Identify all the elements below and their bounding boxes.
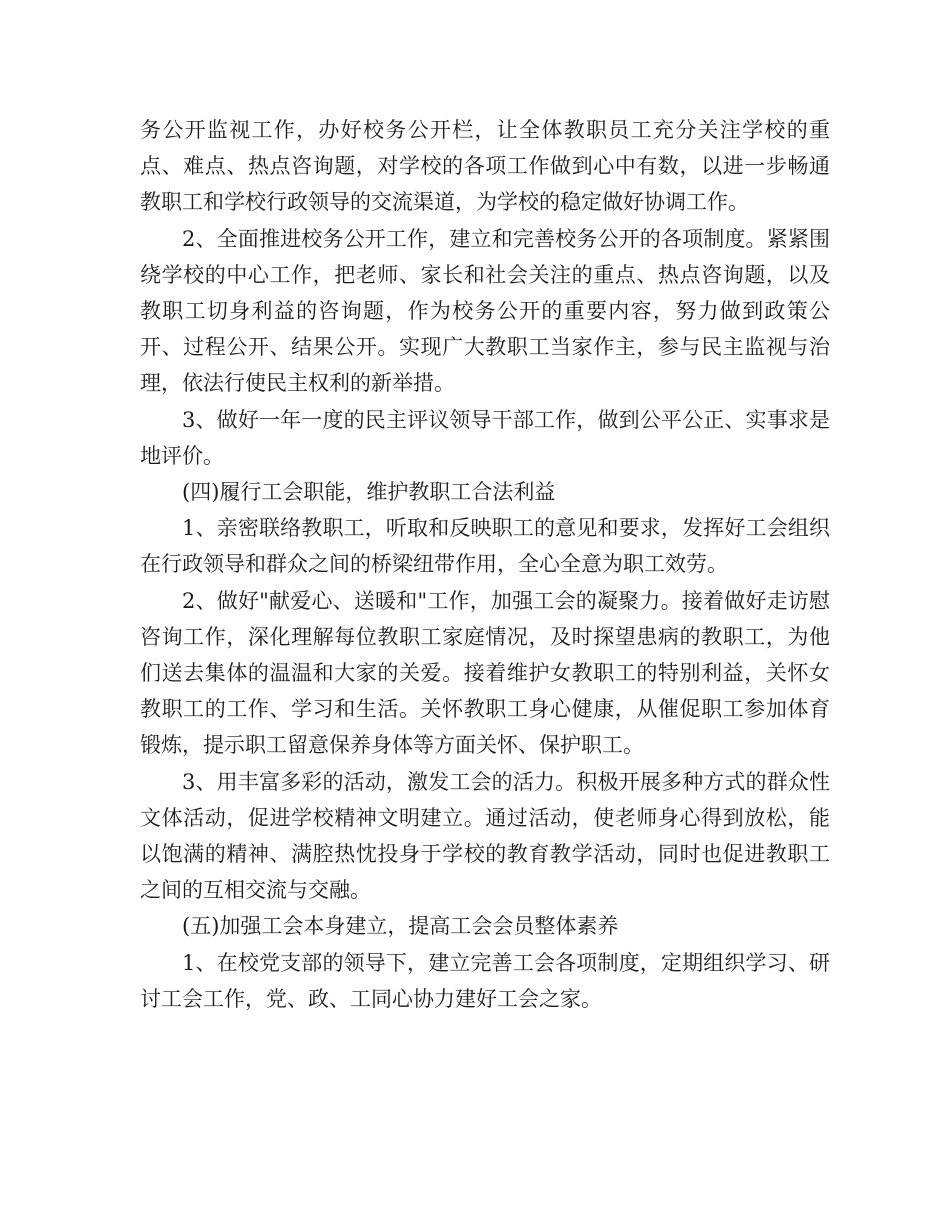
paragraph-3: 3、做好一年一度的民主评议领导干部工作，做到公平公正、实事求是地评价。: [140, 407, 830, 468]
paragraph-2: 2、全面推进校务公开工作，建立和完善校务公开的各项制度。紧紧围绕学校的中心工作，把老师、家长和社会关注的重点、热点咨询题，以及教职工切身利益的咨询题，作为校务公开的重要内容，努力做到政策公开、过程公开、结果公开。实现广大教职工当家作主，参与民主监视与治理，依法行使民主权利的新举措。: [140, 226, 830, 396]
paragraph-6: 2、做好"献爱心、送暖和"工作，加强工会的凝聚力。接着做好走访慰咨询工作，深化理解每位教职工家庭情况，及时探望患病的教职工，为他们送去集体的温温和大家的关爱。接着维护女教职工的特别利益，关怀女教职工的工作、学习和生活。关怀教职工身心健康，从催促职工参加体育锻炼，提示职工留意保养身体等方面关怀、保护职工。: [140, 588, 830, 758]
section-heading-4: (四)履行工会职能，维护教职工合法利益: [182, 480, 556, 505]
paragraph-9: 1、在校党支部的领导下，建立完善工会各项制度，定期组织学习、研讨工会工作，党、政、工同心协力建好工会之家。: [140, 950, 830, 1011]
paragraph-7: 3、用丰富多彩的活动，激发工会的活力。积极开展多种方式的群众性文体活动，促进学校精神文明建立。通过活动，使老师身心得到放松，能以饱满的精神、满腔热忱投身于学校的教育教学活动，同时也促进教职工之间的互相交流与交融。: [140, 769, 830, 903]
paragraph-5: 1、亲密联络教职工，听取和反映职工的意见和要求，发挥好工会组织在行政领导和群众之间的桥梁纽带作用，全心全意为职工效劳。: [140, 516, 830, 577]
paragraph-1: 务公开监视工作，办好校务公开栏，让全体教职员工充分关注学校的重点、难点、热点咨询题，对学校的各项工作做到心中有数，以进一步畅通教职工和学校行政领导的交流渠道，为学校的稳定做好协调工作。: [140, 118, 830, 215]
document-body: [140, 112, 830, 1017]
section-heading-5: (五)加强工会本身建立，提高工会会员整体素养: [182, 914, 619, 939]
